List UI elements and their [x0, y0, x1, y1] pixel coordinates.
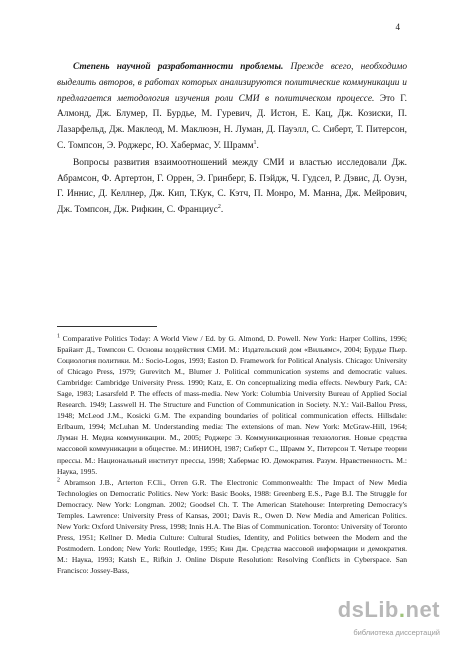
watermark-subtitle: библиотека диссертаций: [353, 628, 440, 637]
footnotes: [57, 333, 407, 576]
footnote-number: 2: [57, 477, 60, 484]
footnote-1: [57, 333, 407, 477]
footnote-ref-1[interactable]: 1: [253, 139, 257, 146]
footnote-text: Abramson J.B., Arterton F.Cli., Orren G.R. The Electronic Commonwealth: The Impact of New Media Technologies on Democratic Politics. New York: Basic Books, 1988: Greenberg E.S., Page B.I. The Struggle for Democracy. New York: Longman. 2002; Goodsel Ch. T. The American Statehouse: Interpreting Democracy's Temples. Lawrence: University Press of Kansas, 2001; Davis R., Owen D. New Media and American Politics. New York: Oxford University Press, 1998; Innis H.A. The Bias of Communication. Toronto: University of Toronto Press, 1951; Kellner D. Media Culture: Cultural Studies, Identity, and Politics between the Modern and the Postmodern. London; New York: Routledge, 1995; Кин Дж. Средства массовой информации и демократия. М.: Наука, 1993; Katsh E., Rifkin J. Online Dispute Resolution: Resolving Conflicts in Cyberspace. San Francisco: Jossey-Bass,: [57, 477, 407, 575]
section-lead-emphasis: Прежде всего, необходимо выделить авторов, в работах которых анализируются политические коммуникации и предлагается методология изучения роли СМИ в политическом процессе.: [57, 62, 408, 104]
paragraph-text: Вопросы развития взаимоотношений между СМИ и властью исследовали Дж. Абрамсон, Ф. Артертон, Г. Оррен, Э. Гринберг, Б. Пэйдж, Ч. Гудсел, Р. Дэвис, Д. Оуэн, Г. Иннис, Д. Келлнер, Дж. Кип, Т.Кук, С. Кэтч, П. Монро, М. Манна, Дж. Мейрович, Дж. Томпсон, Дж. Рифкин, С. Франциус: [57, 157, 407, 216]
footnote-ref-2[interactable]: 2: [217, 204, 221, 211]
footnote-text: Comparative Politics Today: A World View / Ed. by G. Almond, D. Powell. New York: Harper Collins, 1996; Брайант Д., Томпсон С. Основы воздействия СМИ. М.: Издательский дом «Вильямс», 2004; Бурдье Пьер. Социология политики. М.: Socio-Logos, 1993; Easton D. Framework for Political Analysis. Chicago: University of Chicago Press, 1979; Gurevitch M., Blumer J. Political communication systems and democratic values. Cambridge: Cambridge University Press. 1990; Katz, E. On conceptualizing media effects. Newbury Park, CA: Sage, 1983; Lasarsfeld P. The effects of mass-media. New York: Columbia University Bureau of Applied Social Research. 1949; Lasswell H. The Structure and Function of Communication in Society. N.Y.: Vail-Ballou Press, 1948; McLeod J.M., Kosicki G.M. The expanding boundaries of political communication effects. Hillsdale: Erlbaum, 1994; McLuhan M. Understanding media: The extensions of man. New York: McGraw-Hill, 1964; Луман Н. Медиа коммуникации. М., 2005; Роджерс Э. Коммуникационная технология. Новые средства массовой коммуникации в обществе. М.: ИНИОН, 1987; Сиберт С., Шрамм У., Питерсон Т. Четыре теории прессы. М.: Национальный институт прессы, 1998; Хабермас Ю. Демократия. Разум. Нравственность. М.: Наука, 1995.: [57, 334, 407, 476]
main-text: [57, 60, 407, 219]
dslib-watermark: [300, 597, 440, 637]
paragraph-text: Это Г. Алмонд, Дж. Блумер, П. Бурдье, М. Гуревич, Д. Истон, Е. Кац, Дж. Козиски, П. Лазарфельд, Дж. Маклеод, М. Маклюэн, Н. Луман, Д. Пауэлл, С. Сиберт, Т. Питерсон, С. Томпсон, Э. Роджерс, Ю. Хабермас, У. Шрамм: [57, 93, 407, 151]
page-number: 4: [395, 22, 400, 32]
section-lead: Степень научной разработанности проблемы.: [73, 62, 284, 72]
paragraph-media-power: Вопросы развития взаимоотношений между СМИ и властью исследовали Дж. Абрамсон, Ф. Артертон, Г. Оррен, Э. Гринберг, Б. Пэйдж, Ч. Гудсел, Р. Дэвис, Д. Оуэн, Г. Иннис, Д. Келлнер, Дж. Кип, Т.Кук, С. Кэтч, П. Монро, М. Манна, Дж. Мейрович, Дж. Томпсон, Дж. Рифкин, С. Франциус$^2$.: [57, 157, 407, 216]
paragraph-scientific-development: Степень научной разработанности проблемы. Прежде всего, необходимо выделить авторов, в работах которых анализируются политические коммуникации и предлагается методология изучения роли СМИ в политическом процессе. Это Г. Алмонд, Дж. Блумер, П. Бурдье, М. Гуревич, Д. Истон, Е. Кац, Дж. Козиски, П. Лазарфельд, Дж. Маклеод, М. Маклюэн, Н. Луман, Д. Пауэлл, С. Сиберт, Т. Питерсон, С. Томпсон, Э. Роджерс, Ю. Хабермас, У. Шрамм$^1$.: [57, 62, 408, 151]
footnote-number: 1: [57, 333, 60, 340]
footnote-divider: [57, 326, 157, 327]
footnote-2: [57, 477, 407, 576]
dslib-logo: dsLib.net: [337, 597, 440, 622]
